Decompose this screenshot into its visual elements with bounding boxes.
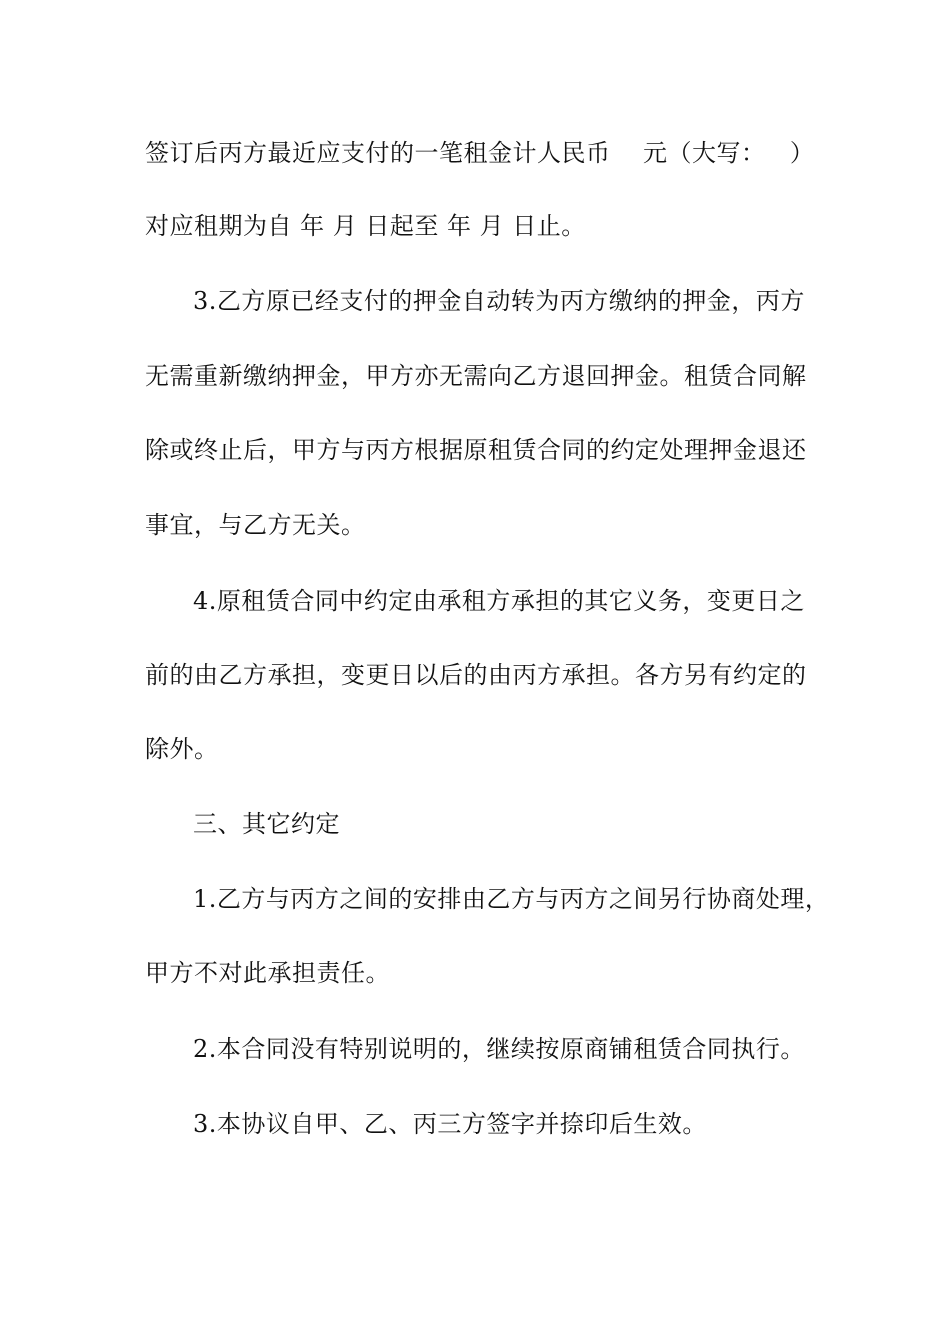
paragraph-3-start: 3.乙方原已经支付的押金自动转为丙方缴纳的押金，丙方 xyxy=(193,287,805,315)
text-line: 对应租期为自 年 月 日起至 年 月 日止。 xyxy=(145,212,586,240)
clause-2: 2.本合同没有特别说明的，继续按原商铺租赁合同执行。 xyxy=(193,1035,805,1063)
text-line: 签订后丙方最近应支付的一笔租金计人民币 元（大写： ） xyxy=(145,139,815,167)
clause-1-start: 1.乙方与丙方之间的安排由乙方与丙方之间另行协商处理， xyxy=(193,885,830,913)
text-line: 甲方不对此承担责任。 xyxy=(145,959,390,987)
clause-3: 3.本协议自甲、乙、丙三方签字并捺印后生效。 xyxy=(193,1110,707,1138)
text-line: 除外。 xyxy=(145,735,219,763)
text-line: 事宜，与乙方无关。 xyxy=(145,511,366,539)
text-line: 除或终止后，甲方与丙方根据原租赁合同的约定处理押金退还 xyxy=(145,436,807,464)
text-line: 前的由乙方承担，变更日以后的由丙方承担。各方另有约定的 xyxy=(145,661,807,689)
section-heading: 三、其它约定 xyxy=(193,810,340,838)
paragraph-4-start: 4.原租赁合同中约定由承租方承担的其它义务，变更日之 xyxy=(193,587,805,615)
text-line: 无需重新缴纳押金，甲方亦无需向乙方退回押金。租赁合同解 xyxy=(145,362,807,390)
